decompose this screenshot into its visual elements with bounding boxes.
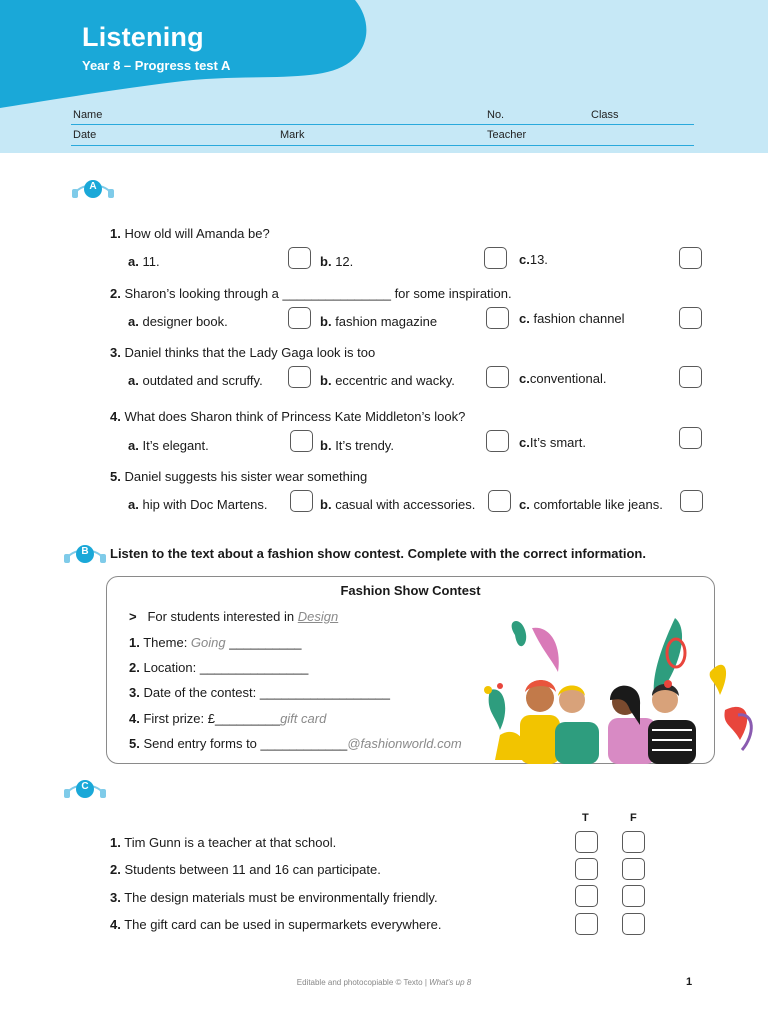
section-b-badge: B	[81, 546, 89, 557]
fill-item-3: 3. Date of the contest: __________________	[129, 685, 390, 700]
class-label: Class	[591, 109, 619, 121]
question-1	[110, 226, 270, 241]
option-b: b. eccentric and wacky.	[320, 373, 455, 388]
teacher-label: Teacher	[487, 129, 527, 141]
checkbox-q1-a[interactable]	[288, 247, 311, 269]
fill-item-1: 1. Theme: Going __________	[129, 635, 302, 650]
statement-4: 4. The gift card can be used in supermarkets everywhere.	[110, 917, 442, 932]
fill-item-5: 5. Send entry forms to ____________@fashionworld.com	[129, 736, 462, 751]
option-c: c.13.	[519, 252, 548, 267]
option-a: a. 11.	[128, 254, 160, 269]
option-b: b. 12.	[320, 254, 354, 269]
checkbox-s3-false[interactable]	[622, 885, 645, 907]
footer-copyright: Editable and photocopiable © Texto | What’s up 8	[296, 978, 472, 987]
statement-3: 3. The design materials must be environmentally friendly.	[110, 890, 438, 905]
checkbox-s1-true[interactable]	[575, 831, 598, 853]
section-a-badge: A	[89, 181, 97, 192]
checkbox-q4-a[interactable]	[290, 430, 313, 452]
question-text: How old will Amanda be?	[124, 226, 270, 241]
book-title: What’s up 8	[429, 978, 472, 987]
page-title: Listening	[82, 22, 204, 52]
question-4: 4. What does Sharon think of Princess Kate Middleton’s look?	[110, 409, 466, 424]
fashion-box-title: Fashion Show Contest	[340, 583, 481, 598]
checkbox-s4-true[interactable]	[575, 913, 598, 935]
section-c-badge: C	[81, 781, 89, 792]
question-number: 1.	[110, 226, 121, 241]
checkbox-q3-c[interactable]	[679, 366, 702, 388]
date-label: Date	[73, 129, 97, 141]
statement-2: 2. Students between 11 and 16 can participate.	[110, 862, 381, 877]
teens-fashion-illustration	[470, 600, 760, 764]
page-number: 1	[686, 976, 693, 988]
intro-line: > For students interested in Design	[129, 609, 339, 624]
checkbox-s1-false[interactable]	[622, 831, 645, 853]
checkbox-s2-false[interactable]	[622, 858, 645, 880]
header-rule	[71, 145, 694, 146]
checkbox-s3-true[interactable]	[575, 885, 598, 907]
checkbox-q4-c[interactable]	[679, 427, 702, 449]
checkbox-q2-c[interactable]	[679, 307, 702, 329]
mark-label: Mark	[280, 129, 305, 141]
statement-1: 1. Tim Gunn is a teacher at that school.	[110, 835, 337, 850]
option-a: a. hip with Doc Martens.	[128, 497, 268, 512]
option-c: c. comfortable like jeans.	[519, 497, 663, 512]
question-5: 5. Daniel suggests his sister wear something	[110, 469, 368, 484]
checkbox-q5-c[interactable]	[680, 490, 703, 512]
false-column-header: F	[630, 812, 637, 824]
checkbox-q1-c[interactable]	[679, 247, 702, 269]
checkbox-q5-a[interactable]	[290, 490, 313, 512]
question-2: 2. Sharon’s looking through a _______________ for some inspiration.	[110, 286, 512, 301]
given-answer: Going	[190, 635, 226, 650]
checkbox-q5-b[interactable]	[488, 490, 511, 512]
option-a: a. outdated and scruffy.	[128, 373, 263, 388]
option-c: c.It’s smart.	[519, 435, 586, 450]
header-wave-shape	[0, 0, 380, 112]
checkbox-q1-b[interactable]	[484, 247, 507, 269]
option-b: b. fashion magazine	[320, 314, 438, 329]
checkbox-q3-a[interactable]	[288, 366, 311, 388]
checkbox-q2-b[interactable]	[486, 307, 509, 329]
fill-item-4: 4. First prize: £_________gift card	[129, 711, 327, 726]
option-b: b. It’s trendy.	[320, 438, 394, 453]
option-a: a. It’s elegant.	[128, 438, 209, 453]
checkbox-q4-b[interactable]	[486, 430, 509, 452]
checkbox-q3-b[interactable]	[486, 366, 509, 388]
section-b-instruction: Listen to the text about a fashion show contest. Complete with the correct information.	[110, 546, 646, 561]
checkbox-s4-false[interactable]	[622, 913, 645, 935]
fill-item-2: 2. Location: _______________	[129, 660, 309, 675]
page-subtitle: Year 8 – Progress test A	[82, 58, 231, 73]
option-c: c.conventional.	[519, 371, 607, 386]
checkbox-s2-true[interactable]	[575, 858, 598, 880]
checkbox-q2-a[interactable]	[288, 307, 311, 329]
number-label: No.	[487, 109, 505, 121]
header-rule	[71, 124, 694, 125]
option-c: c. fashion channel	[519, 311, 625, 326]
true-column-header: T	[582, 812, 589, 824]
name-label: Name	[73, 109, 103, 121]
option-b: b. casual with accessories.	[320, 497, 476, 512]
question-3: 3. Daniel thinks that the Lady Gaga look is too	[110, 345, 376, 360]
example-answer: Design	[297, 609, 339, 624]
option-a: a. designer book.	[128, 314, 228, 329]
